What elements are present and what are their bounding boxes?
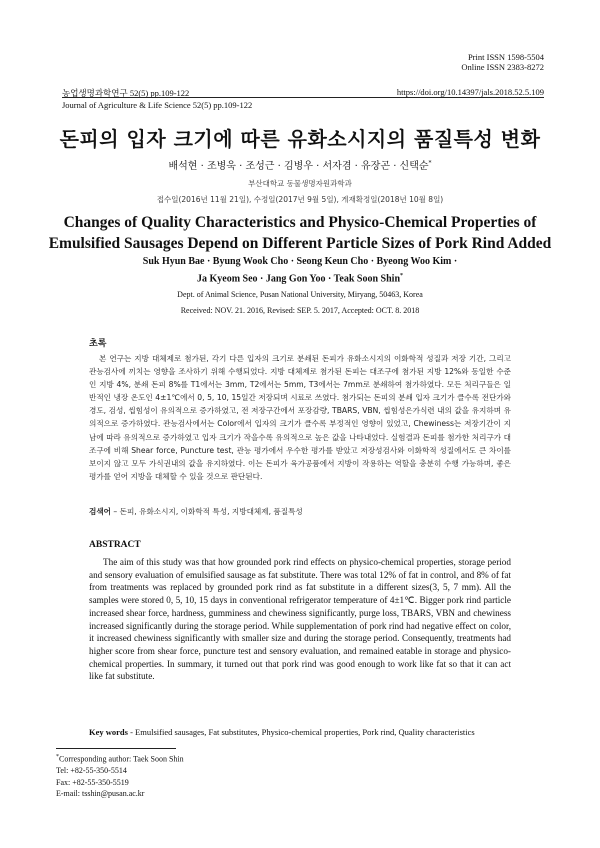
title-korean: 돈피의 입자 크기에 따른 유화소시지의 품질특성 변화 bbox=[59, 127, 541, 151]
affiliation-english: Dept. of Animal Science, Pusan National University, Miryang, 50463, Korea bbox=[177, 290, 423, 299]
keywords-korean bbox=[89, 506, 511, 517]
journal-name-en: Journal of Agriculture & Life Science 52(5) pp.109-122 bbox=[62, 100, 253, 110]
header-rule bbox=[62, 97, 544, 98]
footnote-fax: Fax: +82-55-350-5519 bbox=[56, 777, 129, 787]
authors-english-line2-wrap bbox=[40, 269, 560, 286]
journal-name-kr: 농업생명과학연구 52(5) pp.109-122 bbox=[62, 88, 190, 98]
abstract-english-heading: ABSTRACT bbox=[89, 540, 141, 550]
affiliation-korean: 부산대학교 동물생명자원과학과 bbox=[248, 179, 352, 188]
keywords-korean-label: 검색어 bbox=[89, 507, 112, 516]
abstract-korean-heading: 초록 bbox=[89, 339, 107, 349]
keywords-english-label: Key words bbox=[89, 727, 128, 737]
authors-english bbox=[40, 255, 560, 286]
authors-korean bbox=[0, 157, 600, 172]
footnote bbox=[56, 752, 184, 800]
footnote-rule bbox=[56, 748, 176, 749]
abstract-korean: 본 연구는 지방 대체제로 첨가된, 각기 다른 입자의 크기로 분쇄된 돈피가 유화소시지의 이화학적 성질과 저장 기간, 그리고 관능검사에 끼치는 영향을 조사하기 위해 수행되었다. 지방 대체제로 첨가된 돈피는 대조구에 첨가된 지방 12%와 동일한 수준인 지방 4%, 분쇄 돈피 8%를 T1에서는 3mm, T2에서는 5mm, T3에서는 7mm로 분쇄하여 첨가하였다. 모든 처리구들은 일반적인 냉장 온도인 4±1℃에서 0, 5, 10, 15일간 저장되며 시료로 쓰였다. 첨가되는 돈피의 분쇄 입자 크기가 클수록 전단가와 경도, 검성, 씹힘성이 유의적으로 증가하였고, 전 저장구간에서 포장감량, TBARS, VBN, 씹힘성은가식련 내의 값을 유지하며 유의적으로 증가하였다. 관능검사에서는 Color에서 입자의 크기가 클수록 부정적인 영향이 있었고, Chewiness는 저장기간이 지남에 따라 유의적으로 증가하였고 입자 크기가 작을수록 유의적으로 높은 값을 나타내었다. 실험결과 돈피를 첨가한 처리구가 대조구에 비해 Shear force, Puncture test, 관능 평가에서 우수한 평가를 받았고 저장성검사와 이화학적 성질에서도 큰 차이를 보이지 않고 모두 가식권내의 값을 유지하였다. 이는 돈피가 육가공품에서 지방이 작용하는 역할을 충분히 수행 가능하며, 좋은 평가를 얻어 지방을 대체할 수 있을 것으로 판단된다. bbox=[89, 354, 511, 481]
footnote-tel: Tel: +82-55-350-5514 bbox=[56, 766, 127, 776]
title-english-line2: Emulsified Sausages Depend on Different Particle Sizes of Pork Rind Added bbox=[48, 235, 552, 252]
footnote-email[interactable]: E-mail: tsshin@pusan.ac.kr bbox=[56, 789, 145, 799]
doi-link[interactable]: https://doi.org/10.14397/jals.2018.52.5.109 bbox=[396, 87, 544, 97]
keywords-english bbox=[89, 727, 540, 737]
footnote-mark: * bbox=[56, 754, 59, 760]
received-dates-english: Received: NOV. 21. 2016, Revised: SEP. 5. 2017, Accepted: OCT. 8. 2018 bbox=[180, 306, 420, 315]
footnote-corresponding-text: Corresponding author: Taek Soon Shin bbox=[59, 754, 184, 764]
corresponding-mark: * bbox=[428, 159, 432, 167]
title-english-line1: Changes of Quality Characteristics and Physico-Chemical Properties of bbox=[63, 214, 537, 231]
title-english bbox=[40, 212, 560, 254]
issn-block bbox=[461, 52, 544, 72]
online-issn: Online ISSN 2383-8272 bbox=[461, 62, 544, 72]
keywords-english-text: - Emulsified sausages, Fat substitutes, Physico-chemical properties, Pork rind, Quality characteristics bbox=[127, 727, 475, 737]
authors-english-line2: Ja Kyeom Seo · Jang Gon Yoo · Teak Soon Shin bbox=[196, 273, 401, 285]
authors-english-line1: Suk Hyun Bae · Byung Wook Cho · Seong Keun Cho · Byeong Woo Kim · bbox=[142, 256, 458, 267]
abstract-english: The aim of this study was that how grounded pork rind effects on physico-chemical properties, storage period and sensory evaluation of emulsified sausage as fat substitute. There was total 12% of fat in control, and 8% of fat from treatments was replaced by grounded pork rind as fat substitute in a different sizes(3, 5, 7 mm). All the samples were stored 0, 5, 10, 15 days in conventional refrigerator temperature of 4±1℃. Bigger pork rind particle increased shear force, hardness, gumminess and chewiness significantly, purge loss, TBARS, VBN and chewiness increased significantly during the storage period. While supplementation of pork rind had negative effect on color, it increased chewiness significantly with smaller size and during the storage period. Consequently, treatments had higher score from shear force, puncture test and sensory evaluation, and remained eatable in storage and physico-chemical properties. In summary, it turned out that pork rind was good enough to work like fat so that it can act like fat substitute. bbox=[89, 557, 511, 682]
print-issn: Print ISSN 1598-5504 bbox=[467, 52, 544, 62]
footnote-corresponding bbox=[56, 752, 184, 765]
authors-korean-text: 배석현 · 조병욱 · 조성근 · 김병우 · 서자겸 · 유장곤 · 신택순 bbox=[168, 161, 429, 172]
received-dates-korean: 접수일(2016년 11월 21일), 수정일(2017년 9월 5일), 게재확정일(2018년 10월 8일) bbox=[156, 195, 444, 204]
keywords-korean-text: – 돈피, 유화소시지, 이화학적 특성, 지방대체제, 품질특성 bbox=[111, 507, 303, 516]
corresponding-mark-en: * bbox=[400, 273, 404, 279]
